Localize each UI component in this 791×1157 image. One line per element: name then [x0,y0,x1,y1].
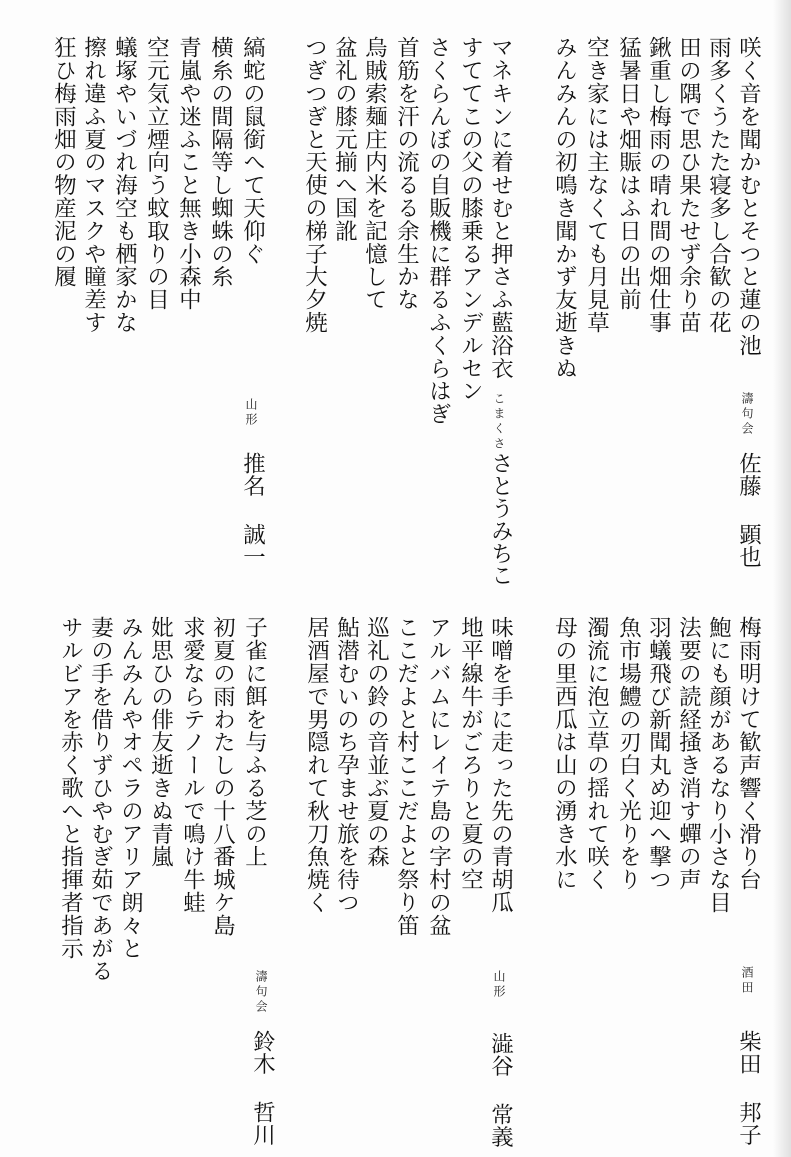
author-family-name: 推名 [239,452,266,497]
poem-line: みんみんやオペラのアリア朗々と [117,616,144,960]
poem-line: 求愛ならテノールで鳴け牛蛙 [179,616,206,914]
poem-line: 咲く音を聞かむとそつと蓮の池 [735,36,762,357]
poem-line: 盆礼の膝元揃へ国訛 [331,36,358,243]
poem-line: 梅雨明けて歓声響く滑り台 [735,616,762,891]
poem-line: 猛暑日や畑賑はふ日の出前 [615,36,642,311]
poem-line: 魚市場鱧の刃白く光りをり [615,616,642,891]
author-family-name: 柴田 [735,1030,762,1075]
poem-line: 横糸の間隔等し蜘蛛の糸 [207,36,234,288]
poem-line: 空き家には主なくても月見草 [583,36,610,334]
author-name [735,1030,762,1146]
poem-line: 居酒屋で男隠れて秋刀魚焼く [303,616,330,914]
poem-line: 縞蛇の鼠銜へて天仰ぐ [239,36,266,265]
author-region: 濤句会 [254,970,268,1015]
poem-line: 鮎潜むいのち孕ませ旅を待つ [333,616,360,914]
poem-line: 空元気立煙向う蚊取りの目 [143,36,170,311]
author-name [487,1032,514,1148]
author-given-name: 顕也 [735,522,762,568]
author-given-name: 哲川 [249,1100,276,1146]
poem-line: 子雀に餌を与ふる芝の上 [241,616,268,868]
poem-line: 地平線牛がごろりと夏の空 [457,616,484,891]
poem-line: さくらんぼの自販機に群るふくらはぎ [425,36,452,426]
poem-line: 烏賊索麺庄内米を記憶して [361,36,388,311]
poem-line: 田の隅で思ひ果たせず余り苗 [675,36,702,334]
poem-line: 妣思ひの俳友逝きぬ青嵐 [147,616,174,868]
author-family-name: さとう [487,452,514,520]
poem-line: 擦れ違ふ夏のマスクや瞳差す [80,36,107,334]
poem-line: 鍬重し梅雨の晴れ間の畑仕事 [645,36,672,334]
author-family-name: 澁谷 [487,1032,514,1077]
author-given-name: 誠一 [239,522,266,568]
poem-line: 味噌を手に走った先の青胡瓜 [487,616,514,914]
poem-line: 首筋を汗の流るる余生かな [393,36,420,311]
author-name [249,1030,276,1146]
author-family-name: 佐藤 [735,452,762,497]
poem-line: 雨多くうたた寝多し合歓の花 [705,36,732,334]
poem-line: 羽蟻飛び新聞丸め迎へ撃つ [645,616,672,891]
poem-line: 狂ひ梅雨畑の物産泥の履 [50,36,77,288]
poem-line: 巡礼の鈴の音並ぶ夏の森 [363,616,390,868]
poem-line: みんみんの初鳴き聞かず友逝きぬ [551,36,578,380]
poem-line: 母の里西瓜は山の湧き水に [551,616,578,891]
author-region: 山形 [492,970,506,1000]
page-edge-shadow [773,0,791,1157]
author-region: 山形 [244,398,258,428]
author-family-name: 鈴木 [249,1030,276,1075]
poem-line: サルビアを赤く歌へと指揮者指示 [57,616,84,960]
poem-line: つぎつぎと天使の梯子大夕焼 [301,36,328,334]
poem-line: 法要の読経掻き消す蟬の声 [675,616,702,891]
poem-line: ここだよと村ここだよと祭り笛 [393,616,420,937]
poem-line: アルバムにレイテ島の字村の盆 [425,616,452,937]
author-region: 濤句会 [740,392,754,437]
author-name [487,452,514,587]
author-name [239,452,266,568]
author-region: 酒田 [740,966,754,996]
poem-line: 濁流に泡立草の揺れて咲く [583,616,610,891]
author-region: こまくさ [492,392,506,452]
poem-line: 妻の手を借りずひやむぎ茹であがる [87,616,114,983]
poem-line: すててこの父の膝乗るアンデルセン [457,36,484,403]
poem-line: 青嵐や迷ふこと無き小森中 [175,36,202,311]
poem-line: 鮑にも顔があるなり小さな目 [705,616,732,914]
poem-line: 初夏の雨わたしの十八番城ケ島 [209,616,236,937]
author-given-name: みちこ [487,519,514,587]
author-name [735,452,762,568]
author-given-name: 邦子 [735,1100,762,1146]
author-given-name: 常義 [487,1102,514,1148]
poem-line: 蟻塚やいづれ海空も栖家かな [111,36,138,334]
poem-line: マネキンに着せむと押さふ藍浴衣 [487,36,514,380]
